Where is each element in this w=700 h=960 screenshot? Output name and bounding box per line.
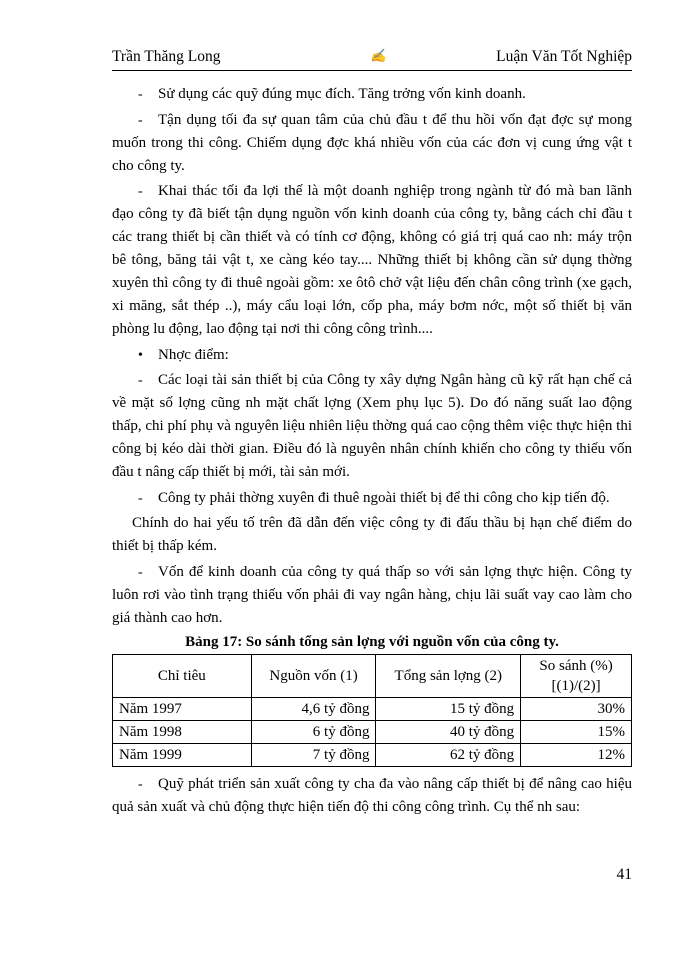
- table-cell: 40 tỷ đồng: [376, 721, 521, 744]
- paragraph: - Vốn để kinh doanh của công ty quá thấp so với sản lợng thực hiện. Công ty luôn rơi vào tình trạng thiếu vốn phải đi vay ngân hàng, chịu lãi suất vay cao làm cho giá thành cao hơn.: [112, 561, 632, 630]
- table-cell: Năm 1998: [113, 721, 252, 744]
- round-bullet-icon: •: [138, 347, 143, 363]
- table-cell: Năm 1997: [113, 698, 252, 721]
- column-header: Chỉ tiêu: [113, 655, 252, 698]
- table-caption: Bảng 17: So sánh tổng sản lợng với nguồn vốn của công ty.: [185, 634, 559, 650]
- column-header: Nguồn vốn (1): [251, 655, 376, 698]
- table-cell: 30%: [521, 698, 632, 721]
- dash-bullet: -: [138, 564, 143, 580]
- paragraph: - Khai thác tối đa lợi thế là một doanh nghiệp trong ngành từ đó mà ban lãnh đạo công ty đã biết tận dụng nguồn vốn kinh doanh của công ty, bằng cách chỉ đầu t các trang thiết bị cần thiết và có tính cơ động, không có giá trị quá cao nh: máy trộn bê tông, băng tải vật t, xe càng kéo tay.... Những thiết bị không cần sử dụng thờng xuyên thì công ty đi thuê ngoài gồm: xe ôtô chở vật liệu đến chân công trình (xe gạch, xi măng, sắt thép ..), máy cẩu loại lớn, cốp pha, máy bơm nớc, một số thiết bị văn phòng lu động, lao động tại nơi thi công công trình....: [112, 180, 632, 341]
- document-title: Luận Văn Tốt Nghiệp: [496, 48, 632, 65]
- table-cell: 15 tỷ đồng: [376, 698, 521, 721]
- author-name: Trần Thăng Long: [112, 48, 221, 65]
- table-row: [113, 721, 632, 744]
- dash-bullet: -: [138, 777, 143, 792]
- dash-bullet: -: [138, 112, 143, 128]
- dash-bullet: -: [138, 373, 143, 388]
- table-cell: 12%: [521, 744, 632, 767]
- header-divider: [112, 70, 632, 71]
- table-header-row: [113, 655, 632, 698]
- comparison-table: [112, 654, 632, 767]
- table-cell: Năm 1999: [113, 744, 252, 767]
- dash-bullet: -: [138, 87, 143, 102]
- dash-bullet: -: [138, 490, 143, 506]
- table-cell: 6 tỷ đồng: [251, 721, 376, 744]
- table-cell: 4,6 tỷ đồng: [251, 698, 376, 721]
- section-heading: • Nhợc điểm:: [112, 344, 632, 367]
- paragraph: - Công ty phải thờng xuyên đi thuê ngoài thiết bị để thi công cho kịp tiến độ.: [112, 487, 632, 510]
- page-body: [112, 83, 632, 822]
- paragraph: - Các loại tài sản thiết bị của Công ty xây dựng Ngân hàng cũ kỹ rất hạn chế cả về mặt số lợng cũng nh mặt chất lợng (Xem phụ lục 5). Do đó năng suất lao động thấp, chi phí phụ và nguyên liệu nhiên liệu thờng quá cao cộng thêm việc thực hiện thi công bị kéo dài thời gian. Điều đó là nguyên nhân chính khiến cho công ty thiếu vốn đầu t nâng cấp thiết bị mới, tài sản mới.: [112, 369, 632, 484]
- table-cell: 62 tỷ đồng: [376, 744, 521, 767]
- column-header: Tổng sản lợng (2): [376, 655, 521, 698]
- page-header: [112, 48, 632, 72]
- page-number: 41: [616, 866, 632, 883]
- paragraph: - Tận dụng tối đa sự quan tâm của chủ đầu t để thu hồi vốn đạt đợc sự mong muốn trong thi công. Chiếm dụng đợc khá nhiều vốn của các đơn vị cung ứng vật t cho công ty.: [112, 109, 632, 178]
- paragraph: - Quỹ phát triển sản xuất công ty cha đa vào nâng cấp thiết bị để nâng cao hiệu quả sản xuất và chủ động thực hiện tiến độ thi công công trình. Cụ thể nh sau:: [112, 773, 632, 819]
- table-cell: 7 tỷ đồng: [251, 744, 376, 767]
- dash-bullet: -: [138, 184, 143, 199]
- column-header: So sánh (%) [(1)/(2)]: [521, 655, 632, 698]
- paragraph: - Sử dụng các quỹ đúng mục đích. Tăng trởng vốn kinh doanh.: [112, 83, 632, 106]
- paragraph: Chính do hai yếu tố trên đã dẫn đến việc công ty đi đấu thầu bị hạn chế điểm do thiết bị thấp kém.: [112, 515, 632, 554]
- table-row: [113, 744, 632, 767]
- pen-ornament-icon: ✍: [370, 48, 387, 63]
- table-row: [113, 698, 632, 721]
- table-cell: 15%: [521, 721, 632, 744]
